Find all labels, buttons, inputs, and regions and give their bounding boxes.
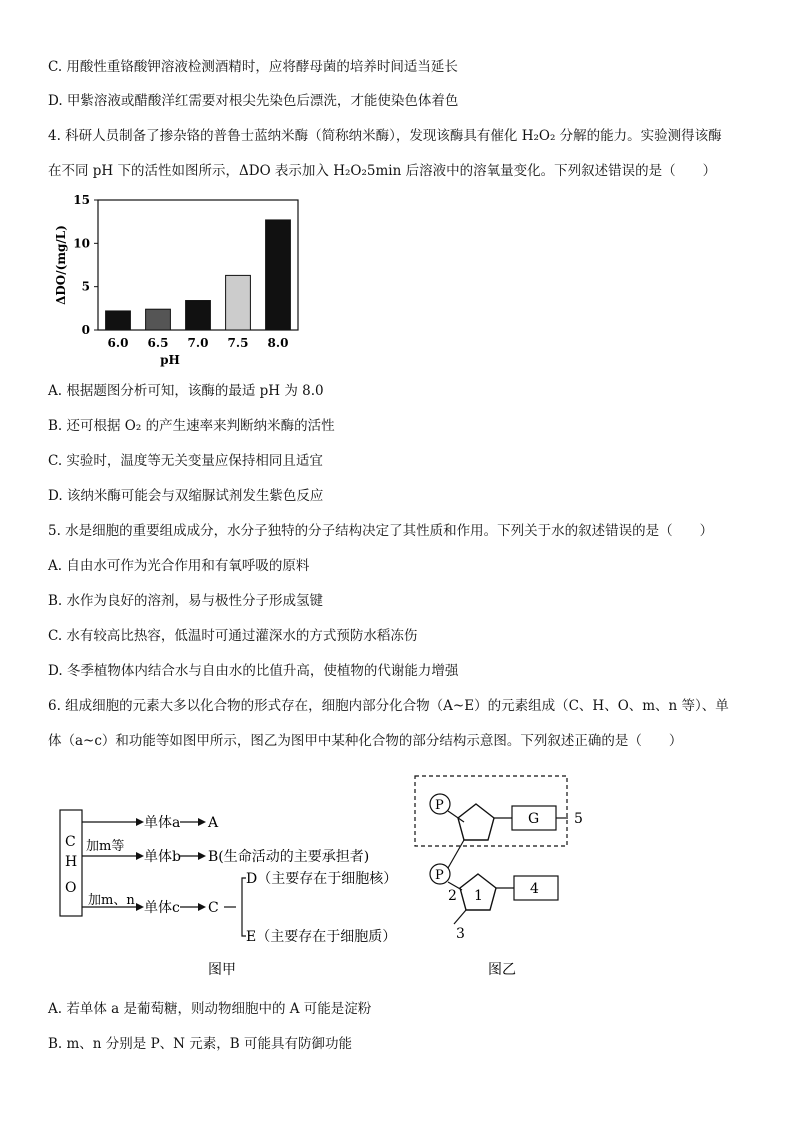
- q3-option-d: D. 甲紫溶液或醋酸洋红需要对根尖先染色后漂洗，才能使染色体着色: [48, 93, 459, 109]
- q5-stem: 5. 水是细胞的重要组成成分，水分子独特的分子结构决定了其性质和作用。下列关于水的叙述错误的是（ ）: [48, 523, 714, 539]
- num-2: 2: [448, 888, 457, 904]
- compound-d-label: D（主要存在于细胞核）: [246, 871, 398, 887]
- q4-option-d: D. 该纳米酶可能会与双缩脲试剂发生紫色反应: [48, 488, 324, 504]
- q6-option-b: B. m、n 分别是 P、N 元素，B 可能具有防御功能: [48, 1036, 352, 1052]
- x-tick-label-0: 6.0: [107, 336, 129, 350]
- compound-a-label: A: [208, 815, 219, 831]
- element-h: H: [65, 854, 78, 870]
- y-axis-label: ΔDO/(mg/L): [54, 225, 68, 305]
- y-tick-label-1: 5: [81, 279, 90, 294]
- add-m-label: 加m等: [86, 839, 125, 854]
- q6-option-a: A. 若单体 a 是葡萄糖，则动物细胞中的 A 可能是淀粉: [48, 1001, 372, 1017]
- monomer-c-label: 单体c: [144, 900, 180, 916]
- q5-option-d: D. 冬季植物体内结合水与自由水的比值升高，使植物的代谢能力增强: [48, 663, 459, 679]
- q4-stem-line1: 4. 科研人员制备了掺杂铬的普鲁士蓝纳米酶（简称纳米酶），发现该酶具有催化 H₂O₂ 分解的能力。实验测得该酶: [48, 128, 722, 144]
- q4-option-a: A. 根据题图分析可知，该酶的最适 pH 为 8.0: [48, 383, 324, 399]
- x-tick-label-4: 8.0: [267, 336, 289, 350]
- compound-diagrams: [50, 770, 610, 980]
- monomer-b-label: 单体b: [144, 849, 181, 865]
- bar-4: [266, 220, 291, 330]
- base-g-label: G: [528, 811, 540, 827]
- bar-1: [146, 309, 171, 330]
- element-o: O: [65, 880, 77, 896]
- q5-option-c: C. 水有较高比热容，低温时可通过灌深水的方式预防水稻冻伤: [48, 628, 418, 644]
- phosphate-bottom-label: P: [435, 868, 444, 883]
- monomer-a-label: 单体a: [144, 815, 181, 831]
- y-tick-label-2: 10: [73, 236, 90, 251]
- q3-option-c: C. 用酸性重铬酸钾溶液检测酒精时，应将酵母菌的培养时间适当延长: [48, 59, 458, 75]
- x-tick-label-2: 7.0: [187, 336, 209, 350]
- diagram-jia: [60, 810, 397, 978]
- diagram-yi: [415, 776, 583, 978]
- caption-jia: 图甲: [208, 962, 236, 978]
- compound-b-label: B(生命活动的主要承担者): [208, 849, 370, 865]
- element-c: C: [65, 834, 76, 850]
- num-1: 1: [474, 888, 483, 904]
- q4-stem-line2: 在不同 pH 下的活性如图所示，ΔDO 表示加入 H₂O₂5min 后溶液中的溶氧量变化。下列叙述错误的是（ ）: [48, 163, 717, 179]
- compound-c-label: C: [208, 900, 219, 916]
- num-3: 3: [456, 926, 465, 942]
- add-mn-label: 加m、n: [88, 893, 135, 908]
- q4-option-c: C. 实验时，温度等无关变量应保持相同且适宜: [48, 453, 323, 469]
- bar-0: [106, 311, 131, 330]
- q6-stem-line2: 体（a~c）和功能等如图甲所示，图乙为图甲中某种化合物的部分结构示意图。下列叙述正确的是（ ）: [48, 733, 683, 749]
- q5-option-b: B. 水作为良好的溶剂，易与极性分子形成氢键: [48, 593, 324, 609]
- q6-stem-line1: 6. 组成细胞的元素大多以化合物的形式存在，细胞内部分化合物（A~E）的元素组成（C、H、O、m、n 等）、单: [48, 698, 729, 714]
- x-tick-label-3: 7.5: [227, 336, 249, 350]
- bar-3: [226, 275, 251, 330]
- compound-e-label: E（主要存在于细胞质）: [246, 929, 397, 945]
- y-tick-label-3: 15: [73, 193, 90, 207]
- bar-2: [186, 301, 211, 330]
- q5-option-a: A. 自由水可作为光合作用和有氧呼吸的原料: [48, 558, 310, 574]
- num-4: 4: [530, 881, 539, 897]
- y-tick-label-0: 0: [81, 323, 90, 337]
- ph-activity-bar-chart: [48, 190, 308, 370]
- phosphate-top-label: P: [435, 798, 444, 813]
- num-5: 5: [574, 811, 583, 827]
- x-tick-label-1: 6.5: [147, 336, 169, 350]
- x-axis-label: pH: [160, 353, 180, 367]
- caption-yi: 图乙: [488, 962, 516, 978]
- q4-option-b: B. 还可根据 O₂ 的产生速率来判断纳米酶的活性: [48, 418, 335, 434]
